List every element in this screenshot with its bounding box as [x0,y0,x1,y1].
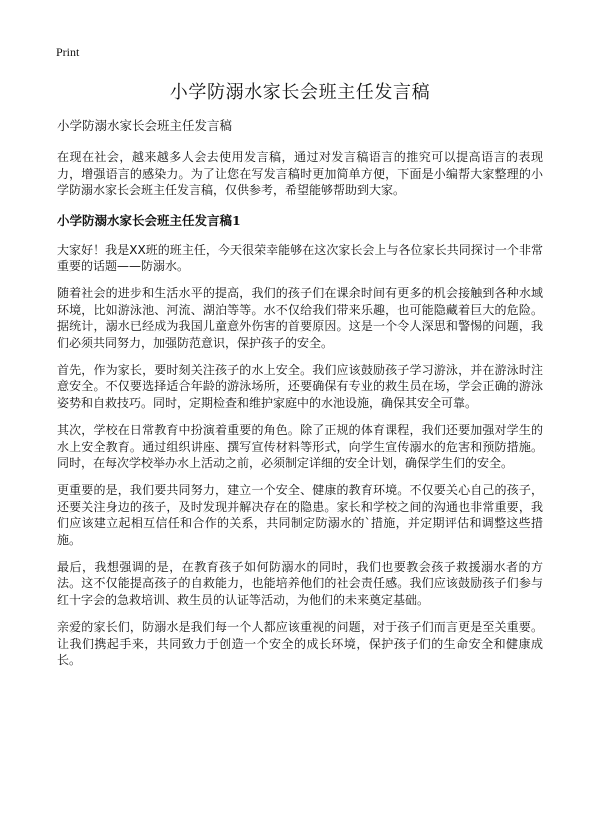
print-link[interactable]: Print [56,45,80,59]
body-paragraph-school: 其次，学校在日常教育中扮演着重要的角色。除了正规的体育课程，我们还要加强对学生的水上安全教育。通过组织讲座、撰写宣传材料等形式，向学生宣传溺水的危害和预防措施。同时，在每次学校举办水上活动之前，必须制定详细的安全计划，确保学生们的安全。 [57,422,543,471]
body-paragraph-parents: 首先，作为家长，要时刻关注孩子的水上安全。我们应该鼓励孩子学习游泳，并在游泳时注意安全。不仅要选择适合年龄的游泳场所，还要确保有专业的救生员在场，学会正确的游泳姿势和自救技巧。同时，定期检查和维护家庭中的水池设施，确保其安全可靠。 [57,362,543,411]
body-paragraph-environment: 更重要的是，我们要共同努力，建立一个安全、健康的教育环境。不仅要关心自己的孩子，还要关注身边的孩子，及时发现并解决存在的隐患。家长和学校之间的沟通也非常重要，我们应该建立起相互信任和合作的关系，共同制定防溺水的`措施，并定期评估和调整这些措施。 [57,482,543,548]
document-subtitle: 小学防溺水家长会班主任发言稿 [57,118,233,133]
section-heading: 小学防溺水家长会班主任发言稿1 [57,212,241,228]
body-paragraph-rescue: 最后，我想强调的是，在教育孩子如何防溺水的同时，我们也要教会孩子救援溺水者的方法。这不仅能提高孩子的自救能力，也能培养他们的社会责任感。我们应该鼓励孩子们参与红十字会的急救培训、救生员的认证等活动，为他们的未来奠定基础。 [57,559,543,608]
body-paragraph-background: 随着社会的进步和生活水平的提高，我们的孩子们在课余时间有更多的机会接触到各种水域环境，比如游泳池、河流、湖泊等等。水不仅给我们带来乐趣，也可能隐藏着巨大的危险。据统计，溺水已经成为我国儿童意外伤害的首要原因。这是一个令人深思和警惕的问题，我们必须共同努力，加强防范意识，保护孩子的安全。 [57,285,543,351]
page-title: 小学防溺水家长会班主任发言稿 [169,82,431,103]
body-paragraph-closing: 亲爱的家长们，防溺水是我们每一个人都应该重视的问题，对于孩子们而言更是至关重要。让我们携起手来，共同致力于创造一个安全的成长环境，保护孩子们的生命安全和健康成长。 [57,619,543,668]
intro-paragraph: 在现在社会，越来越多人会去使用发言稿，通过对发言稿语言的推究可以提高语言的表现力，增强语言的感染力。为了让您在写发言稿时更加简单方便，下面是小编帮大家整理的小学防溺水家长会班主任发言稿，仅供参考，希望能够帮助到大家。 [57,150,543,197]
body-paragraph-greeting: 大家好！我是XX班的班主任，今天很荣幸能够在这次家长会上与各位家长共同探讨一个非常重要的话题——防溺水。 [57,242,543,274]
